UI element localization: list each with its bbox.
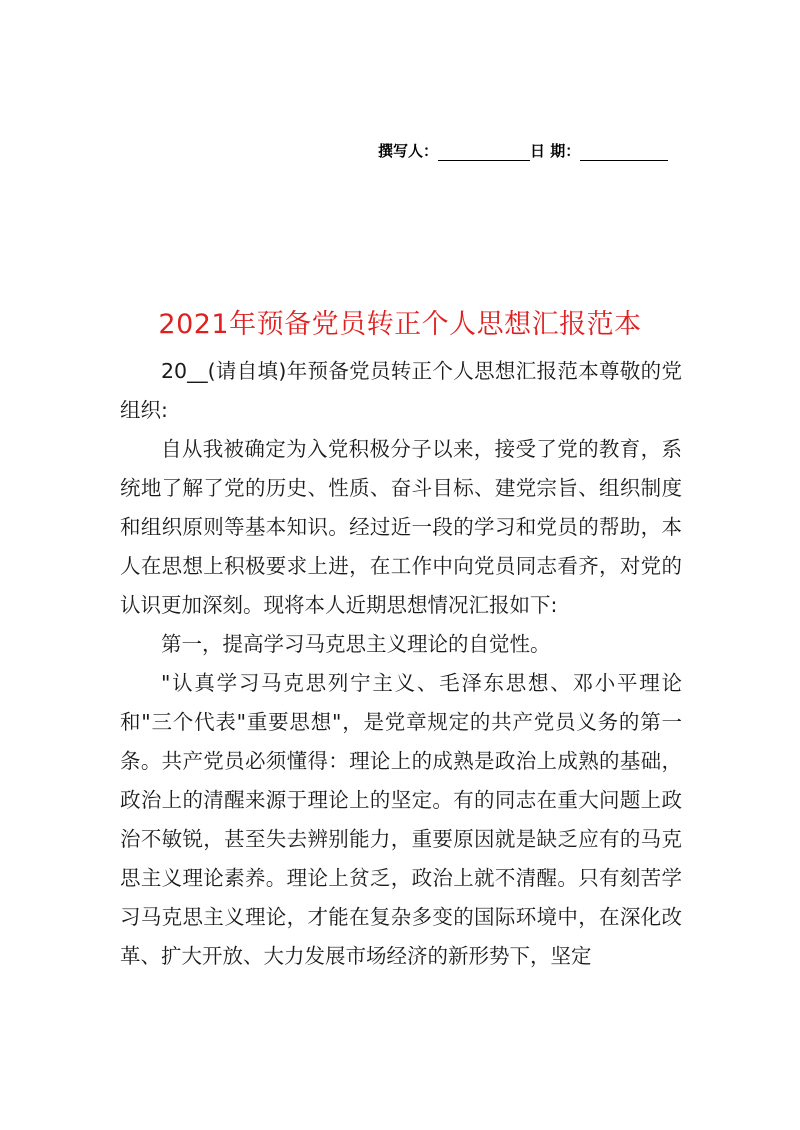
author-label: 撰写人： bbox=[378, 142, 439, 160]
paragraph-intro: 自从我被确定为入党积极分子以来，接受了党的教育，系统地了解了党的历史、性质、奋斗目标、建党宗旨、组织制度和组织原则等基本知识。经过近一段的学习和党员的帮助，本人在思想上积极要求上进，在工作中向党员同志看齐，对党的认识更加深刻。现将本人近期思想情况汇报如下: bbox=[120, 437, 682, 617]
date-blank-field bbox=[580, 144, 668, 161]
document-body bbox=[120, 352, 682, 976]
author-date-line bbox=[378, 140, 688, 161]
paragraph-point-one: 第一，提高学习马克思主义理论的自觉性。 bbox=[161, 632, 551, 656]
document-title: 2021年预备党员转正个人思想汇报范本 bbox=[158, 309, 642, 340]
author-blank-field bbox=[438, 144, 530, 161]
paragraph-salutation: 20__(请自填)年预备党员转正个人思想汇报范本尊敬的党组织: bbox=[120, 359, 682, 422]
date-label: 日 期： bbox=[530, 142, 581, 160]
paragraph-theory: "认真学习马克思列宁主义、毛泽东思想、邓小平理论和"三个代表"重要思想"，是党章规定的共产党员义务的第一条。共产党员必须懂得：理论上的成熟是政治上成熟的基础，政治上的清醒来源于理论上的坚定。有的同志在重大问题上政治不敏锐，甚至失去辨别能力，重要原因就是缺乏应有的马克思主义理论素养。理论上贫乏，政治上就不清醒。只有刻苦学习马克思主义理论，才能在复杂多变的国际环境中，在深化改革、扩大开放、大力发展市场经济的新形势下，坚定 bbox=[120, 671, 682, 968]
